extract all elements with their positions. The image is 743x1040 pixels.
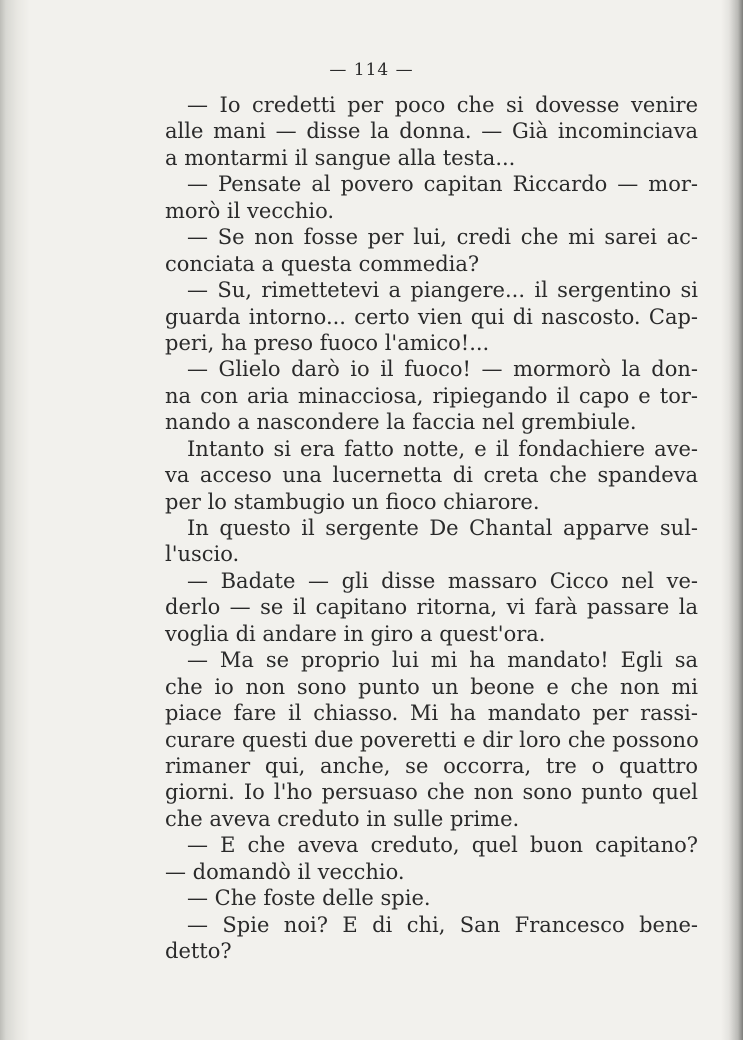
text-line: che io non sono punto un beone e che non mi [165, 674, 698, 699]
text-line: — Glielo darò io il fuoco! — mormorò la don- [187, 357, 698, 382]
text-line: In questo il sergente De Chantal apparve sul- [187, 516, 698, 540]
text-line: — Se non fosse per lui, credi che mi sarei ac- [187, 225, 698, 250]
text-line: piace fare il chiasso. Mi ha mandato per rassi- [165, 701, 698, 726]
text-line: Intanto si era fatto notte, e il fondachiere ave- [187, 436, 698, 461]
text-line: guarda intorno... certo vien qui di nascosto. Cap- [165, 304, 698, 329]
text-line: — Pensate al povero capitan Riccardo — mor- [187, 172, 698, 197]
text-line: va acceso una lucernetta di creta che spandeva [165, 463, 698, 488]
text-line: a montarmi il sangue alla testa... [165, 145, 516, 170]
text-line: alle mani — disse la donna. — Già incominciava [165, 119, 698, 144]
page-edge-shadow [721, 0, 743, 1040]
text-line: nando a nascondere la faccia nel grembiule. [165, 410, 637, 435]
text-line: — Che foste delle spie. [187, 886, 431, 911]
text-line: — Io credetti per poco che si dovesse venire [187, 93, 698, 117]
text-line: — domandò il vecchio. [165, 859, 405, 884]
text-line: rimaner qui, anche, se occorra, tre o quattro [165, 753, 698, 778]
text-line: curare questi due poveretti e dir loro che possono [165, 727, 699, 752]
text-line: voglia di andare in giro a quest'ora. [165, 621, 546, 646]
text-line: conciata a questa commedia? [165, 251, 480, 276]
body-text [165, 92, 698, 964]
text-line: — Su, rimettetevi a piangere... il sergentino si [187, 278, 698, 303]
text-line: l'uscio. [165, 542, 240, 567]
text-line: — E che aveva creduto, quel buon capitano? [187, 833, 698, 858]
text-line: per lo stambugio un fioco chiarore. [165, 489, 540, 514]
text-line: derlo — se il capitano ritorna, vi farà passare la [165, 595, 698, 620]
text-line: na con aria minacciosa, ripiegando il capo e tor- [165, 383, 698, 408]
text-line: morò il vecchio. [165, 198, 335, 223]
text-line: — Badate — gli disse massaro Cicco nel ve- [187, 568, 698, 593]
page-gutter-shadow [0, 0, 30, 1040]
text-line: — Ma se proprio lui mi ha mandato! Egli sa [187, 648, 698, 673]
text-line: giorni. Io l'ho persuaso che non sono punto quel [165, 780, 698, 805]
text-line: detto? [165, 939, 232, 963]
page-number: — 114 — [329, 60, 414, 80]
text-line: peri, ha preso fuoco l'amico!... [165, 330, 490, 355]
text-line: che aveva creduto in sulle prime. [165, 806, 520, 831]
text-line: — Spie noi? E di chi, San Francesco bene- [187, 912, 698, 937]
